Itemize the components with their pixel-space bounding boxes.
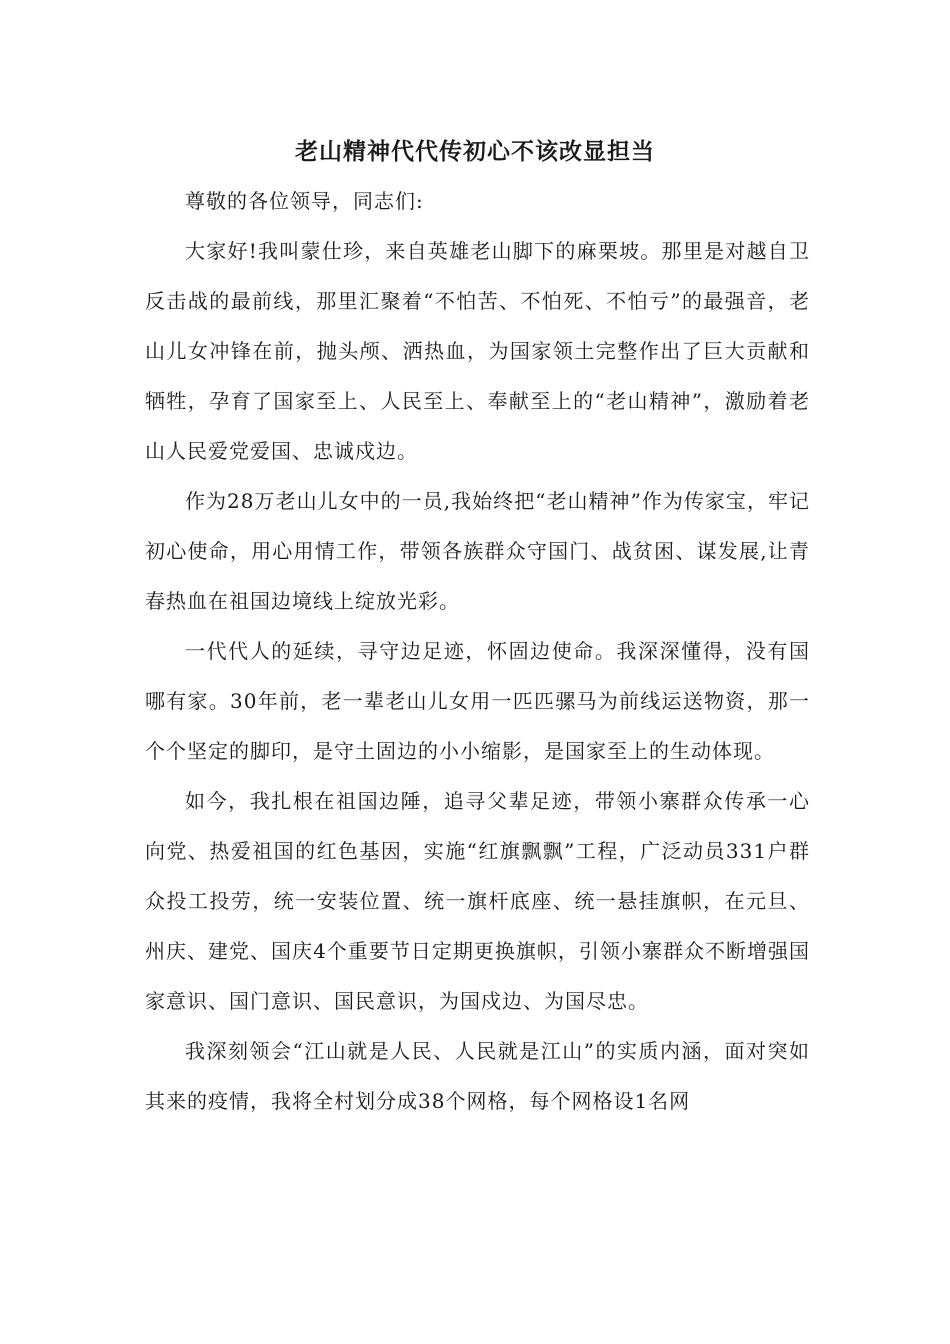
paragraph-5: 我深刻领会“江山就是人民、人民就是江山”的实质内涵，面对突如其来的疫情，我将全村划分成38个网格，每个网格设1名网 (145, 1039, 810, 1113)
salutation: 尊敬的各位领导，同志们: (185, 189, 424, 213)
paragraph-2: 作为28万老山儿女中的一员,我始终把“老山精神”作为传家宝，牢记初心使命，用心用情工作，带领各族群众守国门、战贫困、谋发展,让青春热血在祖国边境线上绽放光彩。 (145, 489, 810, 613)
paragraph-3: 一代代人的延续，寻守边足迹，怀固边使命。我深深懂得，没有国哪有家。30年前，老一辈老山儿女用一匹匹骡马为前线运送物资，那一个个坚定的脚印，是守土固边的小小缩影，是国家至上的生动体现。 (145, 639, 810, 763)
paragraph-4: 如今，我扎根在祖国边陲，追寻父辈足迹，带领小寨群众传承一心向党、热爱祖国的红色基因，实施“红旗飘飘”工程，广泛动员331户群众投工投劳，统一安装位置、统一旗杆底座、统一悬挂旗帜，在元旦、州庆、建党、国庆4个重要节日定期更换旗帜，引领小寨群众不断增强国家意识、国门意识、国民意识，为国戍边、为国尽忠。 (145, 789, 810, 1013)
document-body (145, 176, 810, 1126)
page-title: 老山精神代代传初心不该改显担当 (295, 138, 655, 165)
paragraph-1: 大家好!我叫蒙仕珍，来自英雄老山脚下的麻栗坡。那里是对越自卫反击战的最前线，那里汇聚着“不怕苦、不怕死、不怕亏”的最强音，老山儿女冲锋在前，抛头颅、洒热血，为国家领土完整作出了巨大贡献和牺牲，孕育了国家至上、人民至上、奉献至上的“老山精神”，激励着老山人民爱党爱国、忠诚戍边。 (145, 239, 810, 463)
